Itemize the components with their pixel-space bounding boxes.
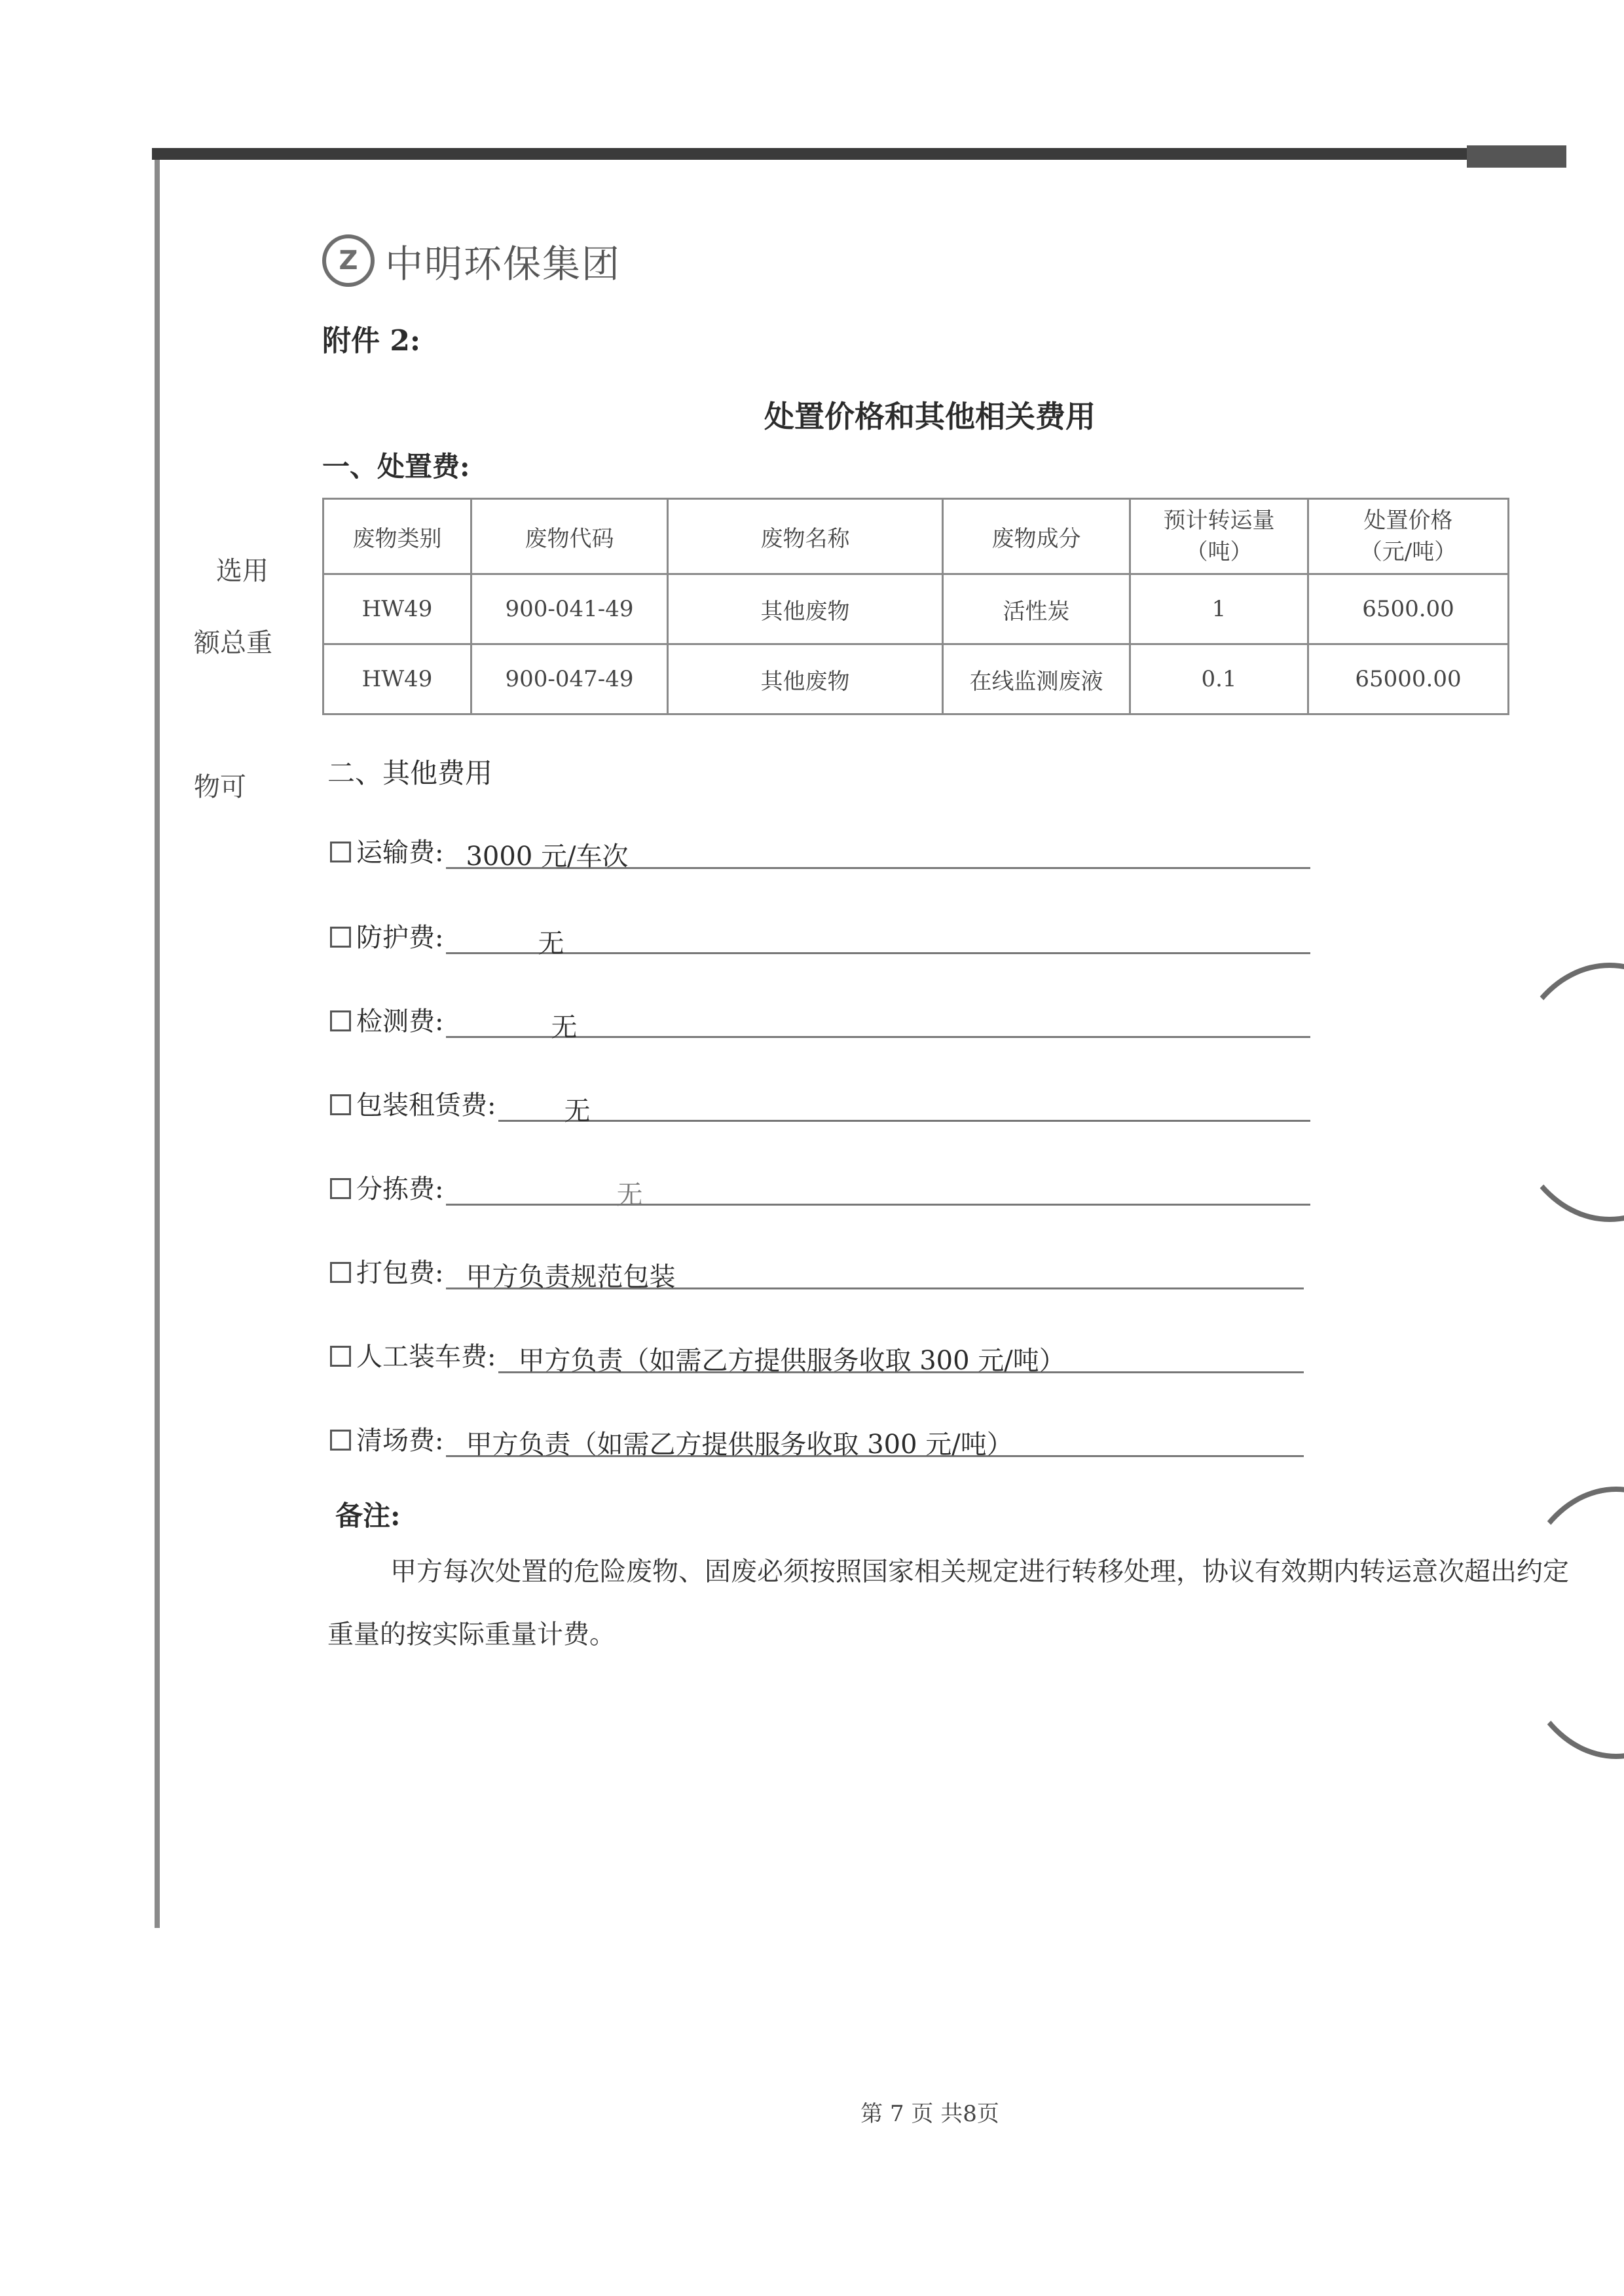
scan-top-edge (152, 148, 1566, 160)
cell-amount: 1 (1130, 574, 1308, 644)
seal-stamp-icon (1513, 1487, 1624, 1759)
cell-composition: 活性炭 (943, 574, 1130, 644)
fee-label: 防护费: (356, 923, 444, 953)
seal-stamp-icon (1506, 963, 1624, 1222)
fee-value: 甲方负责（如需乙方提供服务收取 300 元/吨） (498, 1340, 1304, 1373)
fee-value: 无 (446, 923, 1310, 954)
cell-amount: 0.1 (1130, 644, 1308, 714)
checkbox-icon (330, 927, 351, 948)
fee-value: 甲方负责规范包装 (446, 1256, 1304, 1289)
cell-price: 65000.00 (1308, 644, 1509, 714)
cell-category: HW49 (323, 574, 471, 644)
fee-label: 清场费: (356, 1426, 444, 1456)
company-name: 中明环保集团 (385, 242, 621, 286)
checkbox-icon (330, 1094, 351, 1115)
cell-name: 其他废物 (668, 644, 943, 714)
fee-transport (330, 832, 1310, 872)
cell-name: 其他废物 (668, 574, 943, 644)
fee-manual-loading (330, 1336, 1304, 1376)
company-logo (322, 233, 621, 288)
table-row (323, 644, 1509, 714)
section2-heading: 二、其他费用 (327, 757, 493, 789)
fee-packaging-rental (330, 1084, 1310, 1126)
fee-value: 甲方负责（如需乙方提供服务收取 300 元/吨） (446, 1424, 1304, 1457)
header-waste-code: 废物代码 (471, 499, 668, 574)
header-waste-composition: 废物成分 (943, 499, 1130, 574)
margin-fragment-1: 选用 (216, 556, 268, 586)
company-logo-icon: Z (322, 234, 375, 287)
header-waste-name: 废物名称 (668, 499, 943, 574)
fee-label: 人工装车费: (356, 1342, 496, 1372)
header-estimated-amount: 预计转运量 （吨） (1130, 499, 1308, 574)
fee-protection (330, 917, 1310, 959)
header-waste-category: 废物类别 (323, 499, 471, 574)
checkbox-icon (330, 1178, 351, 1199)
fee-testing (330, 1001, 1310, 1043)
cell-composition: 在线监测废液 (943, 644, 1130, 714)
fee-value: 无 (498, 1090, 1310, 1122)
checkbox-icon (330, 1262, 351, 1283)
table-header-row (323, 499, 1509, 574)
document-title: 处置价格和其他相关费用 (764, 399, 1096, 434)
page-number: 第 7 页 共8页 (860, 2101, 999, 2127)
attachment-label: 附件 2: (322, 324, 421, 358)
cell-category: HW49 (323, 644, 471, 714)
fee-value: 无 (446, 1174, 1310, 1206)
notes-label: 备注: (335, 1500, 401, 1532)
fee-label: 包装租赁费: (356, 1090, 496, 1120)
cell-price: 6500.00 (1308, 574, 1509, 644)
fee-label: 分拣费: (356, 1174, 444, 1204)
cell-code: 900-041-49 (471, 574, 668, 644)
cell-code: 900-047-49 (471, 644, 668, 714)
margin-fragment-3: 物可 (194, 772, 246, 802)
fee-label: 运输费: (356, 838, 444, 868)
fee-label: 打包费: (356, 1258, 444, 1288)
checkbox-icon (330, 1346, 351, 1367)
fee-value: 3000 元/车次 (446, 836, 1310, 869)
fee-site-clearing (330, 1420, 1304, 1460)
checkbox-icon (330, 842, 351, 862)
checkbox-icon (330, 1430, 351, 1451)
table-row (323, 574, 1509, 644)
scan-top-edge-block (1467, 145, 1566, 168)
fee-packing (330, 1252, 1304, 1292)
fee-sorting (330, 1168, 1310, 1210)
fee-value: 无 (446, 1007, 1310, 1038)
disposal-fee-table (322, 498, 1509, 715)
checkbox-icon (330, 1010, 351, 1031)
fee-label: 检测费: (356, 1007, 444, 1037)
header-disposal-price: 处置价格 （元/吨） (1308, 499, 1509, 574)
section1-heading: 一、处置费: (322, 451, 470, 483)
notes-text: 甲方每次处置的危险废物、固废必须按照国家相关规定进行转移处理，协议有效期内转运意次超出约定重量的按实际重量计费。 (327, 1557, 1569, 1650)
margin-fragment-2: 额总重 (194, 628, 272, 658)
